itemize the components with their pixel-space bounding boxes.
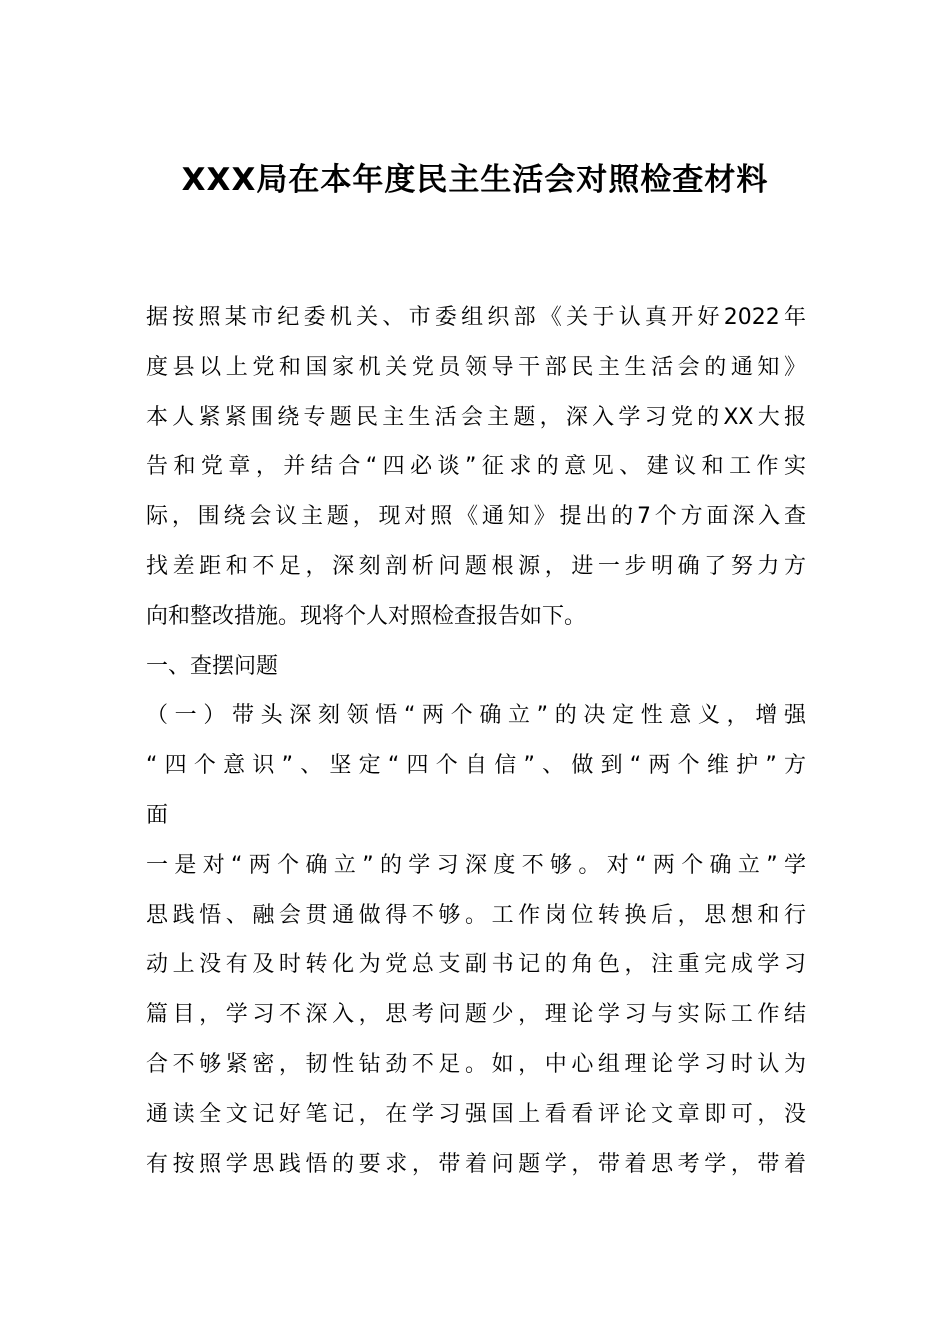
body-line: 本人紧紧围绕专题民主生活会主题，深入学习党的XX大报 xyxy=(146,404,806,430)
body-line: 动上没有及时转化为党总支副书记的角色，注重完成学习 xyxy=(146,952,806,978)
body-line: （一）带头深刻领悟“两个确立”的决定性意义，增强 xyxy=(146,703,806,729)
document-title: XXX局在本年度民主生活会对照检查材料 xyxy=(181,162,769,198)
body-line: 一、查摆问题 xyxy=(146,653,279,679)
body-line: 一是对“两个确立”的学习深度不够。对“两个确立”学 xyxy=(146,852,806,878)
body-line: 通读全文记好笔记，在学习强国上看看评论文章即可，没 xyxy=(146,1101,806,1127)
body-line: 面 xyxy=(146,803,169,828)
body-line: 据按照某市纪委机关、市委组织部《关于认真开好2022年 xyxy=(146,305,806,330)
body-line: 度县以上党和国家机关党员领导干部民主生活会的通知》 xyxy=(146,354,806,380)
body-line: 际，围绕会议主题，现对照《通知》提出的7个方面深入查 xyxy=(146,504,806,530)
body-line: 找差距和不足，深刻剖析问题根源，进一步明确了努力方 xyxy=(146,554,806,579)
body-line: 告和党章，并结合“四必谈”征求的意见、建议和工作实 xyxy=(146,454,806,480)
body-line: 向和整改措施。现将个人对照检查报告如下。 xyxy=(146,603,587,629)
body-line: 有按照学思践悟的要求，带着问题学，带着思考学，带着 xyxy=(146,1151,806,1177)
body-line: “四个意识”、坚定“四个自信”、做到“两个维护”方 xyxy=(146,753,806,779)
body-line: 思践悟、融会贯通做得不够。工作岗位转换后，思想和行 xyxy=(146,902,806,928)
body-line: 篇目，学习不深入，思考问题少，理论学习与实际工作结 xyxy=(146,1002,806,1028)
body-line: 合不够紧密，韧性钻劲不足。如，中心组理论学习时认为 xyxy=(146,1052,806,1077)
